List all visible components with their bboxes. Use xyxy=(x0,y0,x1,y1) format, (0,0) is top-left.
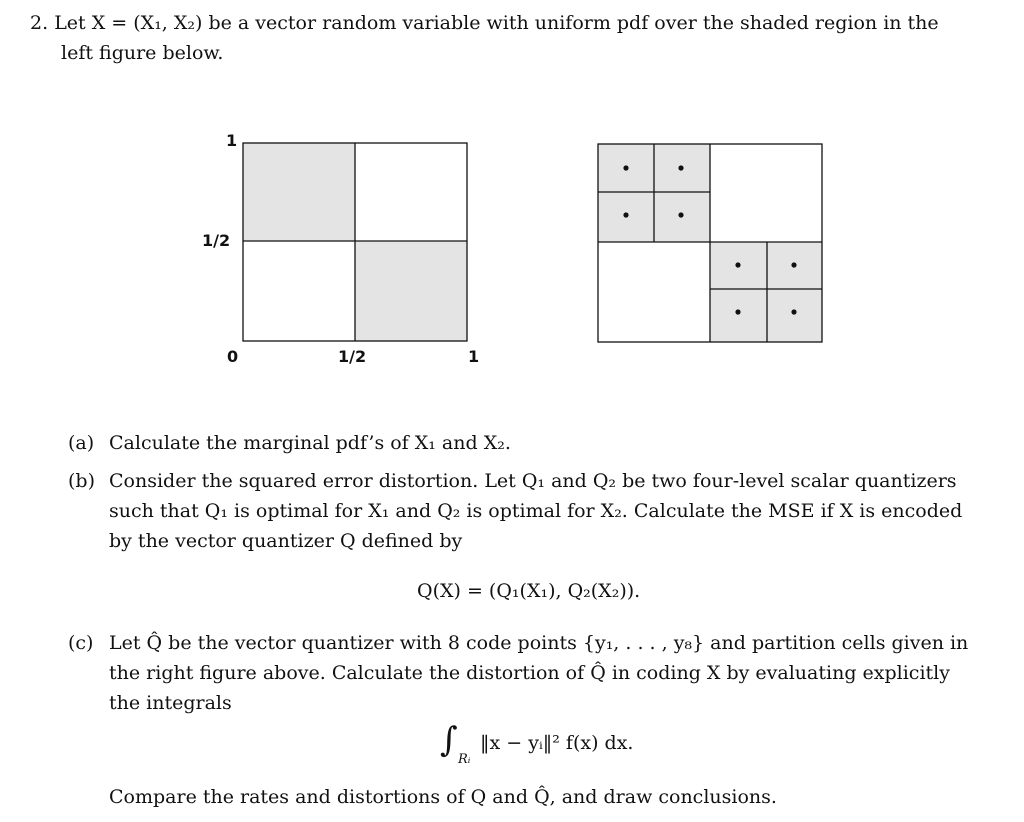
part-c-line-2: the right figure above. Calculate the distortion of Q̂ in coding X by evaluating explicitly xyxy=(109,662,950,684)
code-point xyxy=(791,262,796,267)
x-tick-1: 1 xyxy=(468,347,480,366)
shaded-region-top-left xyxy=(243,143,355,241)
part-c-label: (c) xyxy=(68,632,94,654)
part-a-label: (a) xyxy=(68,432,95,454)
code-point xyxy=(791,309,796,314)
part-c-line-4: Compare the rates and distortions of Q and Q̂, and draw conclusions. xyxy=(109,786,777,808)
y-tick-half: 1/2 xyxy=(202,231,231,250)
problem-number: 2. xyxy=(30,12,49,34)
part-b-line-2: such that Q₁ is optimal for X₁ and Q₂ is optimal for X₂. Calculate the MSE if X is encoded xyxy=(109,500,963,522)
code-point xyxy=(678,165,683,170)
left-figure xyxy=(190,126,510,366)
right-shaded-bottom-right xyxy=(710,242,822,342)
part-b-equation: Q(X) = (Q₁(X₁), Q₂(X₂)). xyxy=(417,580,641,602)
code-point xyxy=(735,309,740,314)
shaded-region-bottom-right xyxy=(355,241,467,341)
part-b-line-1: Consider the squared error distortion. Let Q₁ and Q₂ be two four-level scalar quantizers xyxy=(109,470,957,492)
code-point xyxy=(678,212,683,217)
integral-subscript: Rᵢ xyxy=(458,752,471,767)
y-tick-0: 0 xyxy=(227,347,239,366)
code-point xyxy=(623,212,628,217)
integral-body: ‖x − yᵢ‖² f(x) dx. xyxy=(480,732,634,754)
part-c-line-1: Let Q̂ be the vector quantizer with 8 code points {y₁, . . . , y₈} and partition cells given in xyxy=(109,632,969,654)
x-tick-half: 1/2 xyxy=(338,347,367,366)
problem-statement-line-1 xyxy=(30,8,1010,38)
problem-text-line-2: left figure below. xyxy=(61,42,224,64)
code-point xyxy=(623,165,628,170)
problem-text-line-1: Let X = (X₁, X₂) be a vector random variable with uniform pdf over the shaded region in the xyxy=(54,12,939,34)
code-point xyxy=(735,262,740,267)
integral-sign: ∫ xyxy=(440,720,458,760)
part-c-line-3: the integrals xyxy=(109,692,232,714)
y-tick-1: 1 xyxy=(226,131,238,150)
right-figure xyxy=(594,140,834,350)
integral-expression xyxy=(440,718,700,774)
part-a-text: Calculate the marginal pdf’s of X₁ and X₂. xyxy=(109,432,511,454)
part-b-label: (b) xyxy=(68,470,95,492)
part-b-line-3: by the vector quantizer Q defined by xyxy=(109,530,463,552)
